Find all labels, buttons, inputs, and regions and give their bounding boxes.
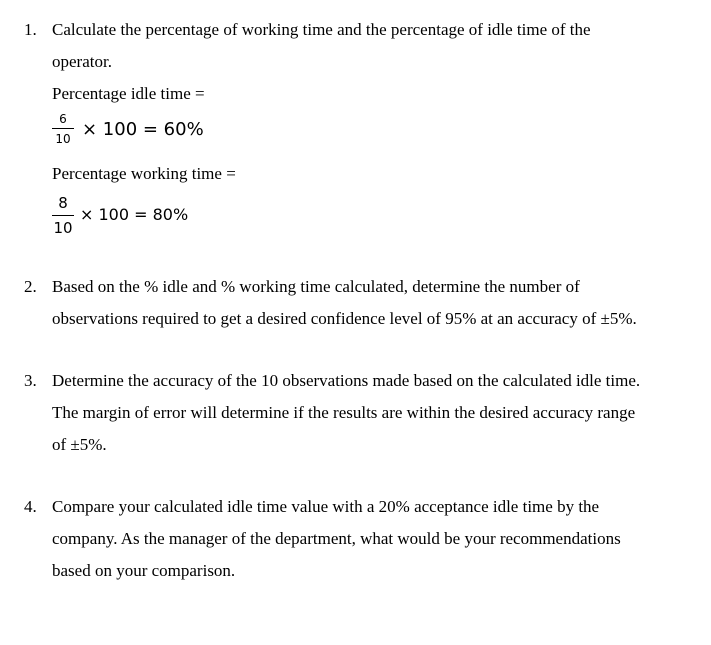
numerator: 6 xyxy=(59,112,67,126)
question-text-line: The margin of error will determine if the results are within the desired accuracy range xyxy=(52,403,636,422)
expression: × 100 = 60% xyxy=(82,119,204,140)
question-text-line: Based on the % idle and % working time calculated, determine the number of xyxy=(52,277,580,296)
question-text-line: observations required to get a desired confidence level of 95% at an accuracy of ±5%. xyxy=(52,309,637,328)
question-number: 1. xyxy=(24,20,37,39)
question-text-line: of ±5%. xyxy=(52,435,107,454)
question-text-line: operator. xyxy=(52,52,112,71)
expression: × 100 = 80% xyxy=(80,205,189,224)
answer-label-working: Percentage working time = xyxy=(52,164,236,183)
numerator: 8 xyxy=(58,194,68,212)
fraction xyxy=(52,194,74,237)
question-number: 4. xyxy=(24,497,37,516)
question-text-line: Compare your calculated idle time value with a 20% acceptance idle time by the xyxy=(52,497,600,516)
question-text-line: company. As the manager of the department, what would be your recommendations xyxy=(52,529,621,548)
fraction-bar xyxy=(52,215,74,216)
question-number: 3. xyxy=(24,371,37,390)
question-text-line: based on your comparison. xyxy=(52,561,236,580)
denominator: 10 xyxy=(55,132,71,146)
question-number: 2. xyxy=(24,277,37,296)
fraction xyxy=(52,112,74,146)
question-text-line: Calculate the percentage of working time and the percentage of idle time of the xyxy=(52,20,591,39)
denominator: 10 xyxy=(53,219,73,237)
question-text-line: Determine the accuracy of the 10 observations made based on the calculated idle time. xyxy=(52,371,641,390)
answer-label-idle: Percentage idle time = xyxy=(52,84,205,103)
fraction-bar xyxy=(52,128,74,129)
